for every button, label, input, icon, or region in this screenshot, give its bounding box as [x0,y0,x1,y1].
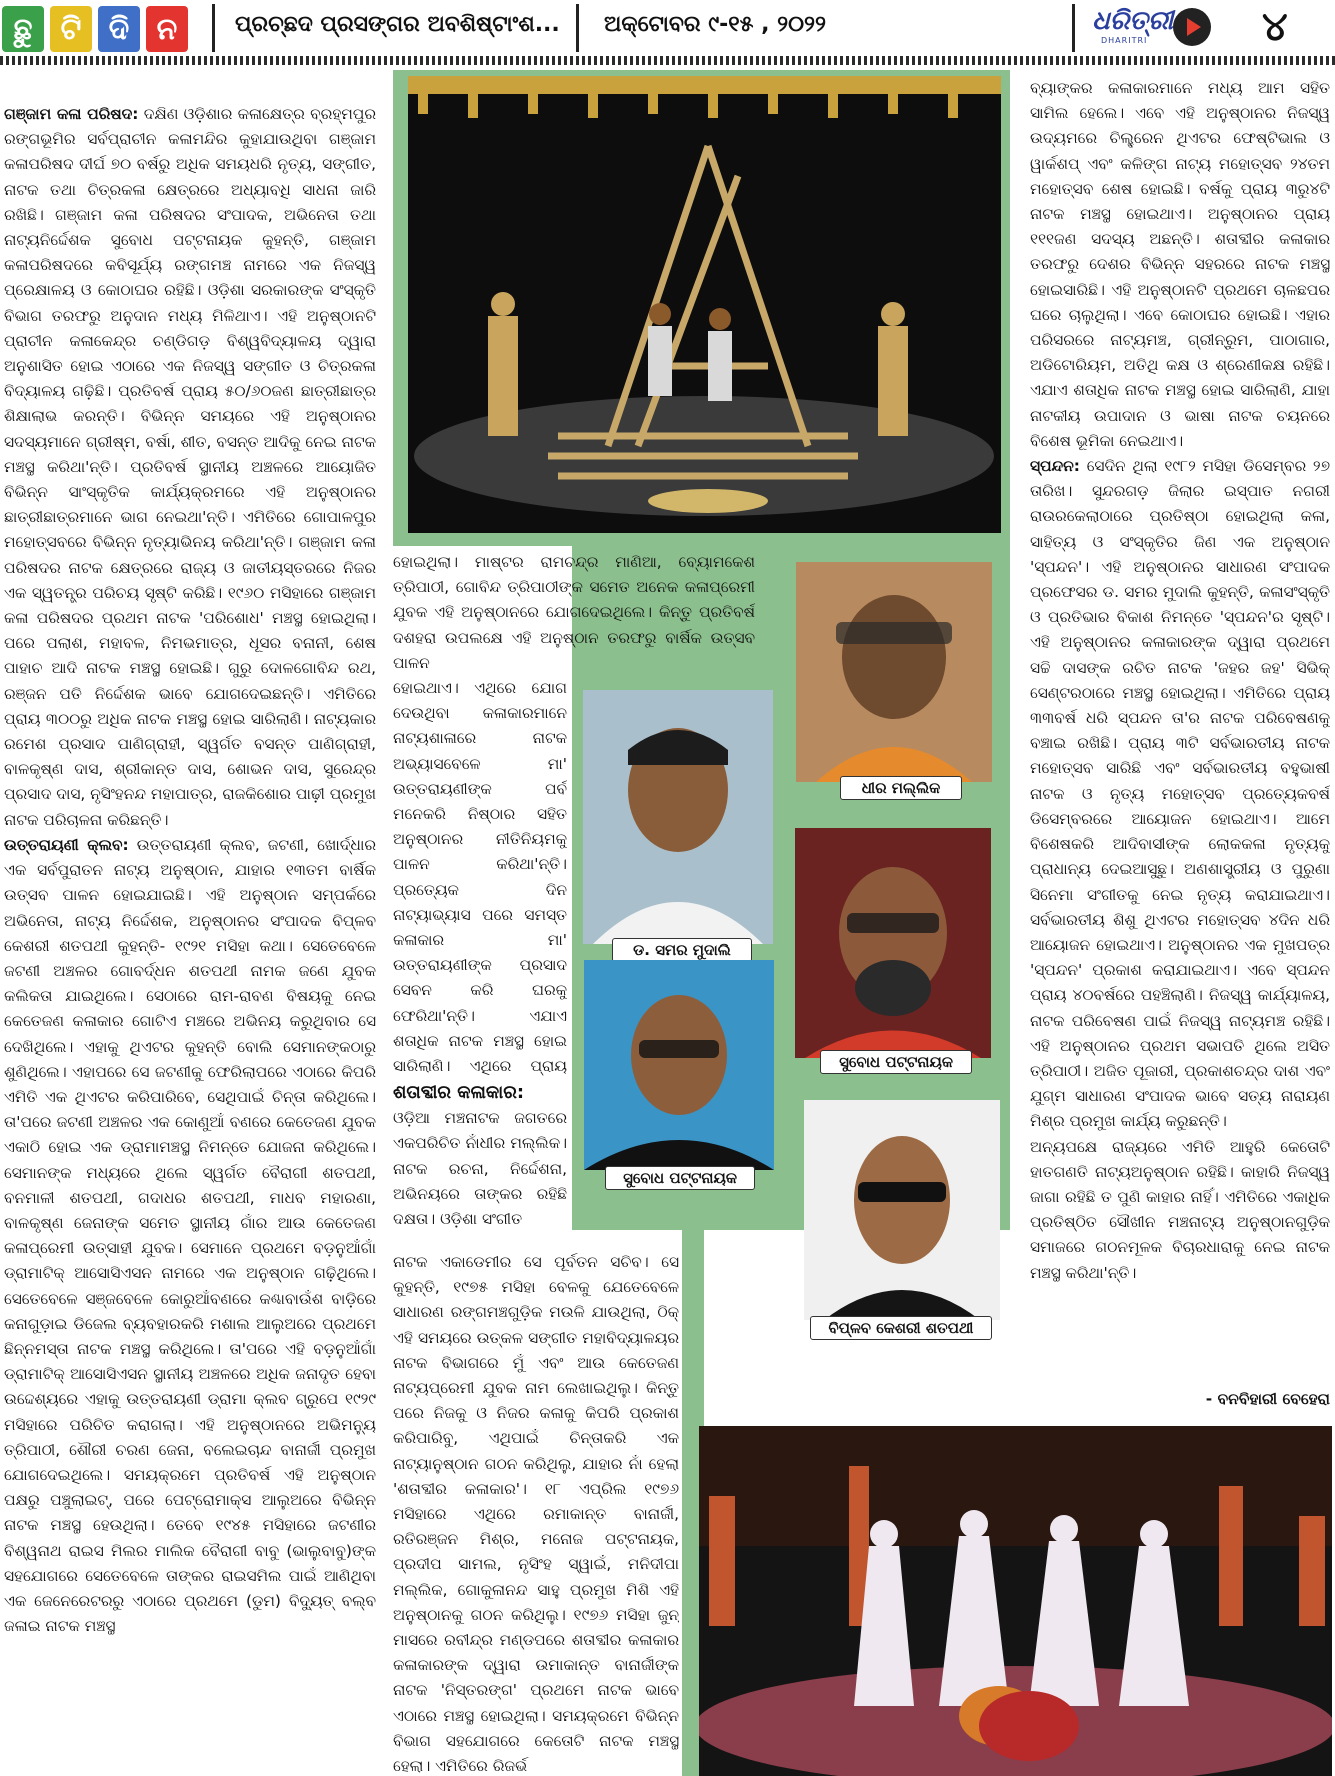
page-header [0,0,1335,56]
author-byline: - ବନବିହାରୀ ବେହେରା [1205,1390,1330,1408]
portrait-subodh-pattanaik-1 [795,828,991,1058]
page-number: ୪ [1262,4,1288,50]
header-divider [1072,4,1075,52]
header-divider [576,4,579,52]
caption-samar: ଡ. ସମର ମୁଦାଲି [612,938,752,962]
subheading-ganjam: ଗଞ୍ଜାମ କଳା ପରିଷଦ: [4,105,139,123]
article-column-2-narrow [393,676,567,1080]
portrait-dhira-mallik [796,562,992,782]
subheading-uttarayani: ଉତ୍ତରାୟଣୀ କ୍ଲବ: [4,835,129,854]
article-text: ନାଟକ ଏକାଡେମୀର ସେ ପୂର୍ବତନ ସଚିବ। ସେ କୁହନ୍ତି, ୧୯୭୫ ମସିହା ବେଳକୁ ଯେତେବେଳେ ସାଧାରଣ ରଙ୍ଗମଞ୍ଚଗୁଡ଼ିକ ମଉଳି ଯାଉଥିଲା, ଠିକ୍ ଏହି ସମୟରେ ଉତ୍କଳ ସଙ୍ଗୀତ ମହାବିଦ୍ୟାଳୟର ନାଟକ ବିଭାଗରେ ମୁଁ ଏବଂ ଆଉ କେତେଜଣ ନାଟ୍ୟପ୍ରେମୀ ଯୁବକ ନାମ ଲେଖାଇଥିଲୁ। କିନ୍ତୁ ପରେ ନିଜକୁ ଓ ନିଜର କଳାକୁ କିପରି ପ୍ରକାଶ କରିପାରିବୁ, ଏଥିପାଇଁ ଚିନ୍ତାକରି ଏକ ନାଟ୍ୟାନୁଷ୍ଠାନ ଗଠନ କରିଥିଲୁ, ଯାହାର ନାଁ ହେଲା 'ଶତାବ୍ଦୀର କଳାକାର'। ୧୮ ଏପ୍ରିଲ ୧୯୭୬ ମସିହାରେ ଏଥିରେ ରମାକାନ୍ତ ବାନାର୍ଜୀ, ରତିରଞ୍ଜନ ମିଶ୍ର, ମନୋଜ ପଟ୍ଟନାୟକ, ପ୍ରଦୀପ ସାମଲ, ନୃସିଂହ ସ୍ୱାଇଁ, ମନିଦୀପା ମଲ୍ଲିକ, ଗୋକୁଳାନନ୍ଦ ସାହୁ ପ୍ରମୁଖ ମିଶି ଏହି ଅନୁଷ୍ଠାନକୁ ଗଠନ କରିଥିଲୁ। ୧୯୭୬ ମସିହା ଜୁନ୍ ମାସରେ ରବୀନ୍ଦ୍ର ମଣ୍ଡପରେ ଶତାବ୍ଦୀର କଳାକାର କଳାକାରଙ୍କ ଦ୍ୱାରା ଉମାକାନ୍ତ ବାନାର୍ଜୀଙ୍କ ନାଟକ 'ନିସ୍ତରଙ୍ଗ' ପ୍ରଥମେ ନାଟକ ଭାବେ ଏଠାରେ ମଞ୍ଚସ୍ଥ ହୋଇଥିଲା। ସମୟକ୍ରମେ ବିଭିନ୍ନ ବିଭାଗ ସହଯୋଗରେ କେତୋଟି ନାଟକ ମଞ୍ଚସ୍ଥ ହେଲା। ଏମିତିରେ ରିଜର୍ଭ [393,1253,679,1776]
article-text: ଅନ୍ୟପକ୍ଷେ ରାଜ୍ୟରେ ଏମିତି ଆହୁରି କେତୋଟି ହାତଗଣତି ନାଟ୍ୟଅନୁଷ୍ଠାନ ରହିଛି। କାହାରି ନିଜସ୍ୱ ଜାଗା ରହିଛି ତ ପୁଣି କାହାର ନାହିଁ। ଏମିତିରେ ଏକାଧିକ ପ୍ରତିଷ୍ଠିତ ସୌଖୀନ ମଞ୍ଚନାଟ୍ୟ ଅନୁଷ୍ଠାନଗୁଡ଼ିକ ସମାଜରେ ଗଠନମୂଳକ ବିଚାରଧାରାକୁ ନେଇ ନାଟକ ମଞ୍ଚସ୍ଥ କରିଥା'ନ୍ତି। [1030,1137,1330,1282]
article-column-2-top [393,550,755,676]
article-text: ହୋଇଥିଲା। ମାଷ୍ଟର ରାମଚନ୍ଦ୍ର ମାଣିଆ, ବ୍ୟୋମକେଶ ତ୍ରିପାଠୀ, ଗୋବିନ୍ଦ ତ୍ରିପାଠୀଙ୍କ ସମେତ ଅନେକ କଳାପ୍ରେମୀ ଯୁବକ ଏହି ଅନୁଷ୍ଠାନରେ ଯୋଗଦେଇଥିଲେ। କିନ୍ତୁ ପ୍ରତିବର୍ଷ ଦଶହରା ଉପଲକ୍ଷେ ଏହି ଅନୁଷ୍ଠାନ ତରଫରୁ ବାର୍ଷିକ ଉତ୍ସବ ପାଳନ [393,553,755,672]
section-logo-letter-3: ଦି [98,6,140,52]
brand-logo-subtext: DHARITRI [1101,36,1148,45]
subheading-spandan: ସ୍ପନ୍ଦନ: [1030,457,1080,476]
caption-subodh-1: ସୁବୋଧ ପଟ୍ଟନାୟକ [820,1050,972,1074]
article-text: ସେଦିନ ଥିଲା ୧୯୮୨ ମସିହା ଡିସେମ୍ବର ୨୭ ତାରିଖ। ସୁନ୍ଦରଗଡ଼ ଜିଲାର ଇସ୍ପାତ ନଗରୀ ରାଉରକେଲାଠାରେ ପ୍ରତିଷ୍ଠା ହୋଇଥିଲା କଳା, ସାହିତ୍ୟ ଓ ସଂସ୍କୃତିର ଜିଣ ଏକ ଅନୁଷ୍ଠାନ 'ସ୍ପନ୍ଦନ'। ଏହି ଅନୁଷ୍ଠାନର ସାଧାରଣ ସଂପାଦକ ପ୍ରଫେସର ଡ. ସମର ମୁଦାଲି କୁହନ୍ତି, କଳାସଂସ୍କୃତି ଓ ପ୍ରତିଭାର ବିକାଶ ନିମନ୍ତେ 'ସ୍ପନ୍ଦନ'ର ସୃଷ୍ଟି। ଏହି ଅନୁଷ୍ଠାନର କଳାକାରଙ୍କ ଦ୍ୱାରା ପ୍ରଥମେ ସଚ୍ଚି ଦାସଙ୍କ ରଚିତ ନାଟକ 'ଜହର ଜହ' ସିଭିକ୍ ସେଣ୍ଟରଠାରେ ମଞ୍ଚସ୍ଥ ହୋଇଥିଲା। ଏମିତିରେ ପ୍ରାୟ ୩୩ବର୍ଷ ଧରି ସ୍ପନ୍ଦନ ତା'ର ନାଟକ ପରିବେଷଣକୁ ବଞ୍ଚାଇ ରଖିଛି। ପ୍ରାୟ ୩ଟି ସର୍ବଭାରତୀୟ ନାଟକ ମହୋତ୍ସବ ସାରିଛି ଏବଂ ସର୍ବଭାରତୀୟ ବହୁଭାଷୀ ନାଟକ ଓ ନୃତ୍ୟ ମହୋତ୍ସବ ପ୍ରତ୍ୟେକବର୍ଷ ଡିସେମ୍ବରରେ ଆୟୋଜନ ହୋଇଥାଏ। ଆମେ ବିଶେଷକରି ଆଦିବାସୀଙ୍କ ଲୋକକଳା ନୃତ୍ୟକୁ ପ୍ରାଧାନ୍ୟ ଦେଇଆସୁଛୁ। ଅଣଶାସ୍ତ୍ରୀୟ ଓ ପୁରୁଣା ସିନେମା ସଂଗୀତକୁ ନେଇ ନୃତ୍ୟ କରାଯାଇଥାଏ। ସର୍ବଭାରତୀୟ ଶିଶୁ ଥିଏଟର ମହୋତ୍ସବ ୪ଦିନ ଧରି ଆୟୋଜନ ହୋଇଥାଏ। ଅନୁଷ୍ଠାନର ଏକ ମୁଖପତ୍ର 'ସ୍ପନ୍ଦନ' ପ୍ରକାଶ କରାଯାଇଥାଏ। ଏବେ ସ୍ପନ୍ଦନ ପ୍ରାୟ ୪୦ବର୍ଷରେ ପହଞ୍ଚିଲାଣି। ନିଜସ୍ୱ କାର୍ଯ୍ୟାଳୟ, ନାଟକ ପରିବେଷଣ ପାଇଁ ନିଜସ୍ୱ ନାଟ୍ୟମଞ୍ଚ ରହିଛି। ଏହି ଅନୁଷ୍ଠାନର ପ୍ରଥମ ସଭାପତି ଥିଲେ ଅସିତ ତ୍ରିପାଠୀ। ଅଜିତ ପୂଜାରୀ, ପ୍ରକାଶଚନ୍ଦ୍ର ଦାଶ ଏବଂ ଯୁଗ୍ମ ସାଧାରଣ ସଂପାଦକ ଭାବେ ସତ୍ୟ ନାରାୟଣ ମିଶ୍ର ପ୍ରମୁଖ କାର୍ଯ୍ୟ କରୁଛନ୍ତି। [1030,457,1330,1131]
portrait-biplab-keshari-satapathy [804,1100,1000,1320]
section-logo-letter-1: ଛୁ [2,6,44,52]
stage-photo-white-dancers [699,1426,1332,1776]
article-text: ବ୍ୟାଙ୍କର କଳାକାରମାନେ ମଧ୍ୟ ଆମ ସହିତ ସାମିଲ ହେଲେ। ଏବେ ଏହି ଅନୁଷ୍ଠାନର ନିଜସ୍ୱ ଉଦ୍ୟମରେ ଚିଲ୍ଡ୍ରେନ ଥିଏଟର ଫେଷ୍ଟିଭାଲ ଓ ୱାର୍କଶପ୍ ଏବଂ କଳିଙ୍ଗ ନାଟ୍ୟ ମହୋତ୍ସବ ୨୪ତମ ମହୋତ୍ସବ ଶେଷ ହୋଇଛି। ବର୍ଷକୁ ପ୍ରାୟ ୩ରୁ୪ଟି ନାଟକ ମଞ୍ଚସ୍ଥ ହୋଇଥାଏ। ଅନୁଷ୍ଠାନର ପ୍ରାୟ ୧୧୧ଜଣ ସଦସ୍ୟ ଅଛନ୍ତି। ଶତାବ୍ଦୀର କଳାକାର ତରଫରୁ ଦେଶର ବିଭିନ୍ନ ସହରରେ ନାଟକ ମଞ୍ଚସ୍ଥ ହୋଇସାରିଛି। ଏହି ଅନୁଷ୍ଠାନଟି ପ୍ରଥମେ ଚାଳଛପର ଘରେ ଚାଲୁଥିଲା। ଏବେ କୋଠାଘର ହୋଇଛି। ଏହାର ପରିସରରେ ନାଟ୍ୟମଞ୍ଚ, ଗ୍ରୀନ୍ରୁମ, ପାଠାଗାର, ଅଡିଟୋରିୟମ, ଅତିଥି କକ୍ଷ ଓ ଶ୍ରେଣୀକକ୍ଷ ରହିଛି। ଏଯାଏ ଶତାଧିକ ନାଟକ ମଞ୍ଚସ୍ଥ ହୋଇ ସାରିଲାଣି, ଯାହା ନାଟକୀୟ ଉପାଦାନ ଓ ଭାଷା ନାଟକ ଚୟନରେ ବିଶେଷ ଭୂମିକା ନେଇଥାଏ। [1030,79,1330,450]
page-title: ପ୍ରଚ୍ଛଦ ପ୍ରସଙ୍ଗର ଅବଶିଷ୍ଟାଂଶ... [235,12,560,37]
play-icon [1173,8,1211,46]
brand-logo: ଧରିତ୍ରୀ [1092,6,1174,36]
article-column-1 [4,102,376,1776]
caption-subodh-2: ସୁବୋଧ ପଟ୍ଟନାୟକ [605,1166,755,1190]
stage-photo-bamboo-set [408,76,1001,533]
header-divider [212,4,215,52]
portrait-subodh-pattanaik-2 [584,960,774,1170]
article-column-2-bottom [393,1250,679,1776]
article-text: ଦକ୍ଷିଣ ଓଡ଼ିଶାର କଳାକ୍ଷେତ୍ର ବ୍ରହ୍ମପୁର ରଙ୍ଗଭୂମିର ସର୍ବପ୍ରାଚୀନ କଳାମନ୍ଦିର କୁହାଯାଉଥିବା ଗଞ୍ଜାମ କଳାପରିଷଦ ଦୀର୍ଘ ୭୦ ବର୍ଷରୁ ଅଧିକ ସମୟଧରି ନୃତ୍ୟ, ସଙ୍ଗୀତ, ନାଟକ ତଥା ଚିତ୍ରକଳା କ୍ଷେତ୍ରରେ ଅଧ୍ୟାବଧି ସାଧନା ଜାରି ରଖିଛି। ଗଞ୍ଜାମ କଳା ପରିଷଦର ସଂପାଦକ, ଅଭିନେତା ତଥା ନାଟ୍ୟନିର୍ଦ୍ଦେଶକ ସୁବୋଧ ପଟ୍ଟନାୟକ କୁହନ୍ତି, ଗଞ୍ଜାମ କଳାପରିଷଦରେ କବିସୂର୍ଯ୍ୟ ରଙ୍ଗମଞ୍ଚ ନାମରେ ଏକ ନିଜସ୍ୱ ପ୍ରେକ୍ଷାଳୟ ଓ କୋଠାଘର ରହିଛି। ଓଡ଼ିଶା ସରକାରଙ୍କ ସଂସ୍କୃତି ବିଭାଗ ତରଫରୁ ଅନୁଦାନ ମଧ୍ୟ ମିଳିଥାଏ। ଏହି ଅନୁଷ୍ଠାନଟି ପ୍ରାଚୀନ କଳାକେନ୍ଦ୍ର ଚଣ୍ଡିଗଡ଼ ବିଶ୍ୱବିଦ୍ୟାଳୟ ଦ୍ୱାରା ଅନୁଶାସିତ ହୋଇ ଏଠାରେ ଏକ ନିଜସ୍ୱ ସଙ୍ଗୀତ ଓ ଚିତ୍ରକଳା ବିଦ୍ୟାଳୟ ଗଢ଼ିଛି। ପ୍ରତିବର୍ଷ ପ୍ରାୟ ୫୦/୬୦ଜଣ ଛାତ୍ରୀଛାତ୍ର ଶିକ୍ଷାଲାଭ କରନ୍ତି। ବିଭିନ୍ନ ସମୟରେ ଏହି ଅନୁଷ୍ଠାନର ସଦସ୍ୟମାନେ ଗ୍ରୀଷ୍ମ, ବର୍ଷା, ଶୀତ, ବସନ୍ତ ଆଦିକୁ ନେଇ ନାଟକ ମଞ୍ଚସ୍ଥ କରିଥା'ନ୍ତି। ପ୍ରତିବର୍ଷ ସ୍ଥାନୀୟ ଅଞ୍ଚଳରେ ଆୟୋଜିତ ବିଭିନ୍ନ ସାଂସ୍କୃତିକ କାର୍ଯ୍ୟକ୍ରମରେ ଏହି ଅନୁଷ୍ଠାନର ଛାତ୍ରୀଛାତ୍ରମାନେ ଭାଗ ନେଇଥା'ନ୍ତି। ଏମିତିରେ ଗୋପାଳପୁର ମହୋତ୍ସବରେ ବିଭିନ୍ନ ନୃତ୍ୟାଭିନୟ କରିଥା'ନ୍ତି। ଗଞ୍ଜାମ କଳା ପରିଷଦର ନାଟକ କ୍ଷେତ୍ରରେ ରାଜ୍ୟ ଓ ଜାତୀୟସ୍ତରରେ ନିଜର ଏକ ସ୍ୱତନ୍ତ୍ର ପରିଚୟ ସୃଷ୍ଟି କରିଛି। ୧୯୬୦ ମସିହାରେ ଗଞ୍ଜାମ କଳା ପରିଷଦର ପ୍ରଥମ ନାଟକ 'ପରିଶୋଧ' ମଞ୍ଚସ୍ଥ ହୋଇଥିଲା। ପରେ ପଲାଶ, ମହାବଳ, ନିମଭମାତ୍ର, ଧୂସର ବନାନୀ, ଶେଷ ପାହାଚ ଆଦି ନାଟକ ମଞ୍ଚସ୍ଥ ହୋଇଛି। ଗୁରୁ ଦୋଳଗୋବିନ୍ଦ ରଥ, ରଞ୍ଜନ ପତି ନିର୍ଦ୍ଦେଶକ ଭାବେ ଯୋଗଦେଇଛନ୍ତି। ଏମିତିରେ ପ୍ରାୟ ୩୦୦ରୁ ଅଧିକ ନାଟକ ମଞ୍ଚସ୍ଥ ହୋଇ ସାରିଲାଣି। ନାଟ୍ୟକାର ରମେଶ ପ୍ରସାଦ ପାଣିଗ୍ରାହୀ, ସ୍ୱର୍ଗତ ବସନ୍ତ ପାଣିଗ୍ରାହୀ, ବାଳକୃଷ୍ଣ ଦାସ, ଶ୍ରୀକାନ୍ତ ଦାସ, ଶୋଭନ ଦାସ, ସୁରେନ୍ଦ୍ର ପ୍ରସାଦ ଦାସ, ନୃସିଂହନନ୍ଦ ମହାପାତ୍ର, ରାଜକିଶୋର ପାଢ଼ୀ ପ୍ରମୁଖ ନାଟକ ପରିଚାଳନା କରିଛନ୍ତି। [4,105,376,829]
article-column-3 [1030,76,1330,1366]
issue-date: ଅକ୍ଟୋବର ୯-୧୫ , ୨୦୨୨ [604,12,826,37]
header-rule [0,56,1335,65]
portrait-samar-mudali [583,690,773,944]
subheading-shatabdira: ଶତାବ୍ଦୀର କଳାକାର: [393,1082,525,1103]
article-text: ହୋଇଥାଏ। ଏଥିରେ ଯୋଗ ଦେଉଥିବା କଳାକାରମାନେ ନାଟ୍ୟଶାଳାରେ ନାଟକ ଅଭ୍ୟାସବେଳେ ମା' ଉତ୍ତରାୟଣୀଙ୍କ ପର୍ବ ମନେକରି ନିଷ୍ଠାର ସହିତ ଅନୁଷ୍ଠାନର ନୀତିନିୟମକୁ ପାଳନ କରିଥା'ନ୍ତି। ପ୍ରତ୍ୟେକ ଦିନ ନାଟ୍ୟାଭ୍ୟାସ ପରେ ସମସ୍ତ କଳାକାର ମା' ଉତ୍ତରାୟଣୀଙ୍କ ପ୍ରସାଦ ସେବନ କରି ଘରକୁ ଫେରିଥା'ନ୍ତି। ଏଯାଏ ଶତାଧିକ ନାଟକ ମଞ୍ଚସ୍ଥ ହୋଇ ସାରିଲାଣି। ଏଥିରେ ପ୍ରାୟ [393,679,567,1076]
section-logo-letter-4: ନ [146,6,188,52]
section-logo-letter-2: ଟି [50,6,92,52]
caption-dhira: ଧୀର ମଲ୍ଲିକ [840,776,962,800]
article-text: ଉତ୍ତରାୟଣୀ କ୍ଲବ, ଜଟଣୀ, ଖୋର୍ଦ୍ଧାର ଏକ ସର୍ବପୁରାତନ ନାଟ୍ୟ ଅନୁଷ୍ଠାନ, ଯାହାର ୧୩ତମ ବାର୍ଷିକ ଉତ୍ସବ ପାଳନ ହୋଇଯାଇଛି। ଏହି ଅନୁଷ୍ଠାନ ସମ୍ପର୍କରେ ଅଭିନେତା, ନାଟ୍ୟ ନିର୍ଦ୍ଦେଶକ, ଅନୁଷ୍ଠାନର ସଂପାଦକ ବିପ୍ଳବ କେଶରୀ ଶତପଥୀ କୁହନ୍ତି- ୧୯୨୧ ମସିହା କଥା। ସେତେବେଳେ ଜଟଣୀ ଅଞ୍ଚଳର ଗୋବର୍ଦ୍ଧନ ଶତପଥୀ ନାମକ ଜଣେ ଯୁବକ କଲିକତା ଯାଇଥିଲେ। ସେଠାରେ ରାମ-ରାବଣ ବିଷୟକୁ ନେଇ କେତେଜଣ କଳାକାର ଗୋଟିଏ ମଞ୍ଚରେ ଅଭିନୟ କରୁଥିବାର ସେ ଦେଖିଥିଲେ। ଏହାକୁ ଥିଏଟର କୁହନ୍ତି ବୋଲି ସେମାନଙ୍କଠାରୁ ଶୁଣିଥିଲେ। ଏହାପରେ ସେ ଜଟଣୀକୁ ଫେରିଲାପରେ ଏଠାରେ କିପରି ଏମିତି ଏକ ଥିଏଟର କରିପାରିବେ, ସେଥିପାଇଁ ଚିନ୍ତା କରିଥିଲେ। ତା'ପରେ ଜଟଣୀ ଅଞ୍ଚଳର ଏକ କୋଣୁଆଁ ବଣରେ କେତେଜଣ ଯୁବକ ଏକାଠି ହୋଇ ଏକ ଡ୍ରାମାମଞ୍ଚସ୍ଥ ନିମନ୍ତେ ଯୋଜନା କରିଥିଲେ। ସେମାନଙ୍କ ମଧ୍ୟରେ ଥିଲେ ସ୍ୱର୍ଗତ ବୈରାଗୀ ଶତପଥୀ, ବନମାଳୀ ଶତପଥୀ, ଗଦାଧର ଶତପଥୀ, ମାଧବ ମହାରଣା, ବାଳକୃଷ୍ଣ ଜେନାଙ୍କ ସମେତ ସ୍ଥାନୀୟ ଗାଁର ଆଉ କେତେଜଣ କଳାପ୍ରେମୀ ଉତ୍ସାହୀ ଯୁବକ। ସେମାନେ ପ୍ରଥମେ ବଡ଼ନୁଆଁଗାଁ ଡ୍ରାମାଟିକ୍ ଆସୋସିଏସନ ନାମରେ ଏକ ଅନୁଷ୍ଠାନ ଗଢ଼ିଥିଲେ। ସେତେବେଳେ ସଞ୍ଜବେଳେ କୋରୁଆଁବଣରେ କଣ୍ଢାବାଉଁଶ ବାଡ଼ିରେ କନାଗୁଡ଼ାଇ ଡିଜେଲ ବ୍ୟବହାରକରି ମଶାଲ ଆଲୁଅରେ ପ୍ରଥମେ ଛିନ୍ନମସ୍ତା ନାଟକ ମଞ୍ଚସ୍ଥ କରିଥିଲେ। ତା'ପରେ ଏହି ବଡ଼ନୁଆଁଗାଁ ଡ୍ରାମାଟିକ୍ ଆସୋସିଏସନ ସ୍ଥାନୀୟ ଅଞ୍ଚଳରେ ଅଧିକ ଜନାଦୃତ ହେବା ଉଦ୍ଦେଶ୍ୟରେ ଏହାକୁ ଉତ୍ତରାୟଣୀ ଡ୍ରାମା କ୍ଲବ ଗ୍ରୁପେ ୧୯୨୯ ମସିହାରେ ପରିଚିତ କରାଗଲା। ଏହି ଅନୁଷ୍ଠାନରେ ଅଭିମନ୍ୟୁ ତ୍ରିପାଠୀ, ଶୌରୀ ଚରଣ ଜେନା, ବଲେଇଚାନ୍ଦ ବାନାର୍ଜୀ ପ୍ରମୁଖ ଯୋଗଦେଇଥିଲେ। ସମୟକ୍ରମେ ପ୍ରତିବର୍ଷ ଏହି ଅନୁଷ୍ଠାନ ପକ୍ଷରୁ ପଞ୍ଚୁଲାଇଟ୍, ପରେ ପେଟ୍ରୋମାକ୍ସ ଆଲୁଅରେ ବିଭିନ୍ନ ନାଟକ ମଞ୍ଚସ୍ଥ ହେଉଥିଲା। ତେବେ ୧୯୪୫ ମସିହାରେ ଜଟଣୀର ବିଶ୍ୱନାଥ ରାଇସ ମିଲର ମାଲିକ ବୈରାଗୀ ବାବୁ (ଭାଲୁବାବୁ)ଙ୍କ ସହଯୋଗରେ ସେତେବେଳେ ତାଙ୍କର ରାଇସମିଲ ପାଇଁ ଆଣିଥିବା ଏକ ଜେନେରେଟରରୁ ଏଠାରେ ପ୍ରଥମେ (ଡୁମ) ବିଦ୍ୟୁତ୍ ବଲ୍ବ ଜଳାଇ ନାଟକ ମଞ୍ଚସ୍ଥ [4,835,376,1636]
article-column-2-narrow-2 [393,1080,567,1248]
caption-biplab: ବିପ୍ଳବ କେଶରୀ ଶତପଥୀ [810,1316,992,1340]
article-text: ଓଡ଼ିଆ ମଞ୍ଚନାଟକ ଜଗତରେ ଏକପରିଚିତ ନାଁଧୀର ମଲ୍ଲିକ। ନାଟକ ରଚନା, ନିର୍ଦ୍ଦେଶନା, ଅଭିନୟରେ ତାଙ୍କର ରହିଛି ଦକ୍ଷତା। ଓଡ଼ିଶା ସଂଗୀତ [393,1109,567,1229]
